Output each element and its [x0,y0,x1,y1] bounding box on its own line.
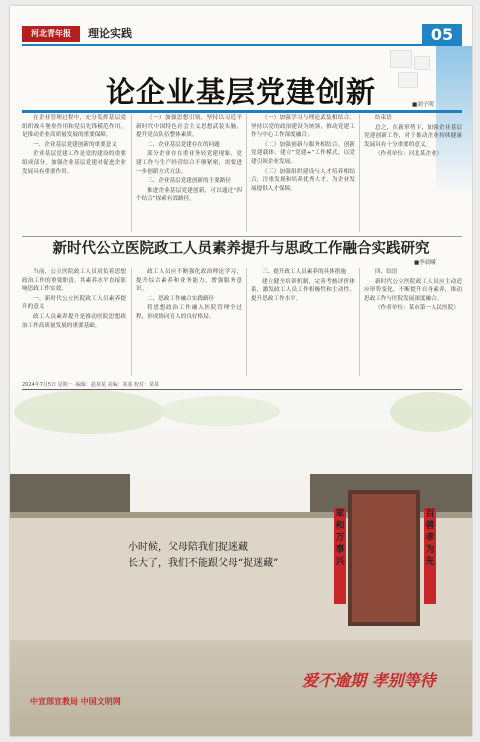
couplet-left: 家和万事兴 [334,508,346,604]
article2-column-2: 政工人员应不断强化政治理论学习，提升综合素养和业务能力，增强服务意识。 二、思政工作融合实践路径 将思想政治工作融入医院管理全过程，形成协同育人的良好格局。 [136,269,242,320]
roof-left [10,474,130,512]
column-divider [131,114,132,232]
newspaper-page [10,6,472,736]
column-divider [246,114,247,232]
ad-slogan: 爱不逾期 孝别等待 [302,671,436,690]
public-service-ad-photo [10,390,472,736]
article2-column-3: 三、提升政工人员素养的具体措施 建立健全培训机制，完善考核评价体系，激发政工人员工作积极性和主动性，提升思政工作水平。 [251,269,355,302]
article2-headline: 新时代公立医院政工人员素养提升与思政工作融合实践研究 [52,241,430,257]
article1-byline: ■刘子明 [412,102,434,108]
caption-line-1: 小时候，父母陪我们捉迷藏 [128,542,248,553]
article2-byline: ■李晨曦 [414,260,436,266]
article1-column-2: （一）加强思想引领，坚持以习近平新时代中国特色社会主义思想武装头脑，提升党员队伍整体素质。 二、企业基层党建存在的问题 部分企业存在重业务轻党建现象，党建工作与生产经营结合不够紧密，需要进一步创新方式方法。 三、企业基层党建创新的主要路径 推进企业基层党建创新，可以通过“四个结合”探索有效路径。 [136,115,242,203]
column-divider [131,268,132,376]
masthead [10,6,472,46]
red-door [348,490,420,626]
article1-column-1: 在企业管理过程中，充分发挥基层党组织战斗堡垒作用和党员先锋模范作用，是推动企业高质量发展的重要保障。 一、企业基层党建创新的重要意义 企业基层党建工作是党的建设的重要组成部分，加强企业基层党建对促进企业发展具有重要作用。 [22,115,126,175]
article1-rule [22,110,462,113]
tree-foliage [14,390,164,434]
couplet-right: 百善孝为先 [424,508,436,604]
tree-foliage [160,396,280,426]
article1-headline: 论企业基层党建创新 [105,75,376,109]
column-divider [359,268,360,376]
newspaper-logo: 河北青年报 [22,26,80,42]
ad-sponsors: 中宣部宣教局 中国文明网 [30,697,121,706]
article-separator [22,236,462,237]
section-title: 理论实践 [88,27,132,40]
article1-column-4: 结束语 总之，在新形势下，加强企业基层党建创新工作，对于推动企业持续健康发展具有十分重要的意义。 （作者单位：河北某企业） [364,115,462,158]
tree-foliage [390,392,472,432]
column-divider [246,268,247,376]
ad-caption [128,540,278,572]
page-dateline: 2024年7月5日 星期一 ·编辑：赵某某 美编：某某 校对：某某 [22,382,160,388]
article1-column-3: （一）加强学习与理论武装相结合。坚持以党的政治建设为统领，推动党建工作与中心工作深度融合。 （二）加强创新与服务相结合。创新党建载体，建立“党建+”工作模式，以党建引领企业发展。 （三）加强组织建设与人才培养相结合，注重发现和培养优秀人才，为企业发展提供人才保障。 [251,115,355,192]
header-rule [22,44,426,46]
caption-line-2: 长大了，我们不能跟父母“捉迷藏” [128,558,279,569]
article2-column-4: 四、结语 新时代公立医院政工人员应主动适应形势变化，不断提升自身素养，推动思政工作与医院发展深度融合。 （作者单位：某市第一人民医院） [364,269,462,312]
page-number: 05 [422,24,462,46]
column-divider [359,114,360,232]
article2-column-1: 当前，公立医院政工人员肩负着思想政治工作的重要职责，其素养水平直接影响思政工作实效。 一、新时代公立医院政工人员素养提升的意义 政工人员素养提升是推动医院思想政治工作高质量发展的重要基础。 [22,269,126,329]
